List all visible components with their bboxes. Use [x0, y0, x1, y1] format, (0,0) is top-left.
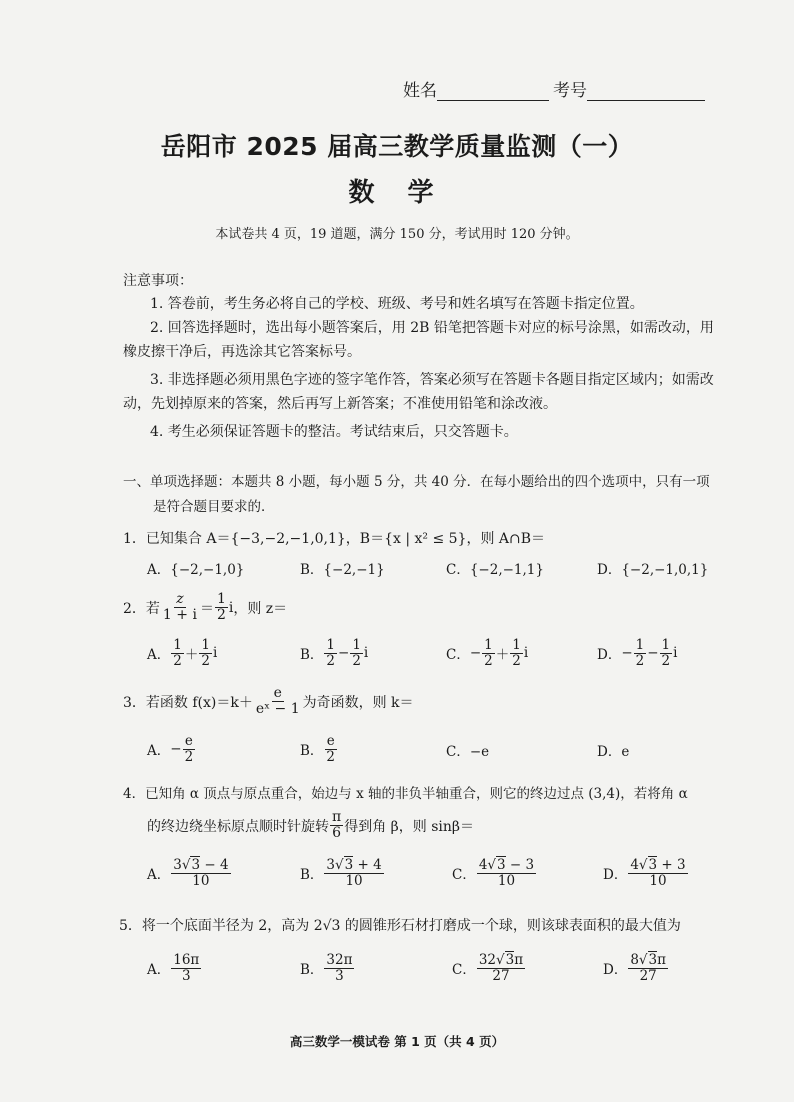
- q5-option-a[interactable]: A． $\frac{16\pi}{3}$: [147, 952, 200, 984]
- notice-item-3: 3. 非选择题必须用黑色字迹的签字笔作答，答案必须写在答题卡各题目指定区域内；如需改动，先划掉原来的答案，然后再写上新答案；不准使用铅笔和涂改液。: [123, 372, 714, 412]
- q1-option-d[interactable]: D．{−2,−1,0,1}: [597, 562, 709, 578]
- exam-intro: 本试卷共 4 页，19 道题，满分 150 分，考试用时 120 分钟。: [215, 227, 579, 242]
- q5-option-d[interactable]: D． $\frac{8√3\pi}{27}$: [603, 952, 666, 984]
- q3-fraction: $\frac{e}{\text{eˣ − 1}}$: [255, 685, 300, 718]
- section-heading: 一、单项选择题：本题共 8 小题，每小题 5 分，共 40 分．在每小题给出的四个选项中，只有一项是符合题目要求的．: [123, 474, 710, 515]
- q4-option-b[interactable]: B． $\frac{3√3 + 4}{10}$: [300, 857, 382, 889]
- exam-no-label: 考号: [553, 81, 587, 101]
- name-blank[interactable]: [437, 84, 549, 101]
- q1-option-b[interactable]: B．{−2,−1}: [300, 562, 385, 578]
- q3-option-b[interactable]: B． $\frac{e}{2}$: [300, 733, 336, 765]
- question-4-line-2: 的终边绕坐标原点顺时针旋转 $\frac{\pi}{6}$ 得到角 β，则 sinβ＝: [147, 809, 474, 842]
- q2-option-c[interactable]: C． − $\frac{1}{2}$ ＋ $\frac{1}{2}$ i: [446, 637, 529, 669]
- notice-item-1: 1. 答卷前，考生务必将自己的学校、班级、考号和姓名填写在答题卡指定位置。: [150, 296, 644, 312]
- q1-option-c[interactable]: C．{−2,−1,1}: [446, 562, 544, 578]
- exam-no-blank[interactable]: [587, 84, 705, 101]
- q2-option-b[interactable]: B． $\frac{1}{2}$ − $\frac{1}{2}$ i: [300, 637, 369, 669]
- question-3-stem: 3．若函数 f(x)＝k＋ $\frac{e}{\text{eˣ − 1}}$ 为奇函数，则 k＝: [123, 685, 414, 718]
- name-exam-fields: [403, 76, 709, 101]
- subject-title: 数 学: [348, 178, 446, 208]
- name-label: 姓名: [403, 81, 437, 101]
- q4-fraction-pi-6: $\frac{\pi}{6}$: [332, 809, 342, 842]
- question-5-stem: 5．将一个底面半径为 2，高为 2√3 的圆锥形石材打磨成一个球，则该球表面积的最大值为: [119, 918, 681, 934]
- q2-fraction-lhs: $\frac{z}{1 + i}$: [162, 591, 197, 624]
- question-2-stem: 2．若 $\frac{z}{1 + i}$ ＝ $\frac{1}{2}$ i ，则 z＝: [123, 591, 288, 624]
- q4-option-c[interactable]: C． $\frac{4√3 - 3}{10}$: [452, 857, 535, 889]
- notice-title: 注意事项：: [123, 273, 193, 289]
- q2-fraction-rhs: $\frac{1}{2}$: [216, 591, 226, 624]
- question-1-stem: 1．已知集合 A＝{−3,−2,−1,0,1}，B＝{x | x² ≤ 5}，则 A∩B＝: [123, 531, 546, 547]
- q1-option-a[interactable]: A．{−2,−1,0}: [147, 562, 245, 578]
- q4-option-d[interactable]: D． $\frac{4√3 + 3}{10}$: [603, 857, 686, 889]
- notice-item-2: 2. 回答选择题时，选出每小题答案后，用 2B 铅笔把答题卡对应的标号涂黑，如需改动，用橡皮擦干净后，再选涂其它答案标号。: [123, 320, 714, 360]
- q2-option-a[interactable]: A． $\frac{1}{2}$ ＋ $\frac{1}{2}$ i: [147, 637, 218, 669]
- page-title: 岳阳市 2025 届高三教学质量监测（一）: [160, 132, 634, 161]
- q5-option-b[interactable]: B． $\frac{32\pi}{3}$: [300, 952, 353, 984]
- q4-option-a[interactable]: A． $\frac{3√3 - 4}{10}$: [147, 857, 229, 889]
- q3-option-a[interactable]: A． − $\frac{e}{2}$: [147, 733, 194, 765]
- q3-option-c[interactable]: C．−e: [446, 744, 490, 760]
- question-4-line-1: 4．已知角 α 顶点与原点重合，始边与 x 轴的非负半轴重合，则它的终边过点 (3,4)，若将角 α: [123, 786, 688, 802]
- q5-option-c[interactable]: C． $\frac{32√3\pi}{27}$: [452, 952, 524, 984]
- q3-option-d[interactable]: D．e: [597, 744, 630, 760]
- page-footer: 高三数学一模试卷 第 1 页（共 4 页）: [289, 1034, 505, 1049]
- notice-item-4: 4. 考生必须保证答题卡的整洁。考试结束后，只交答题卡。: [150, 424, 518, 440]
- q2-option-d[interactable]: D． − $\frac{1}{2}$ − $\frac{1}{2}$ i: [597, 637, 678, 669]
